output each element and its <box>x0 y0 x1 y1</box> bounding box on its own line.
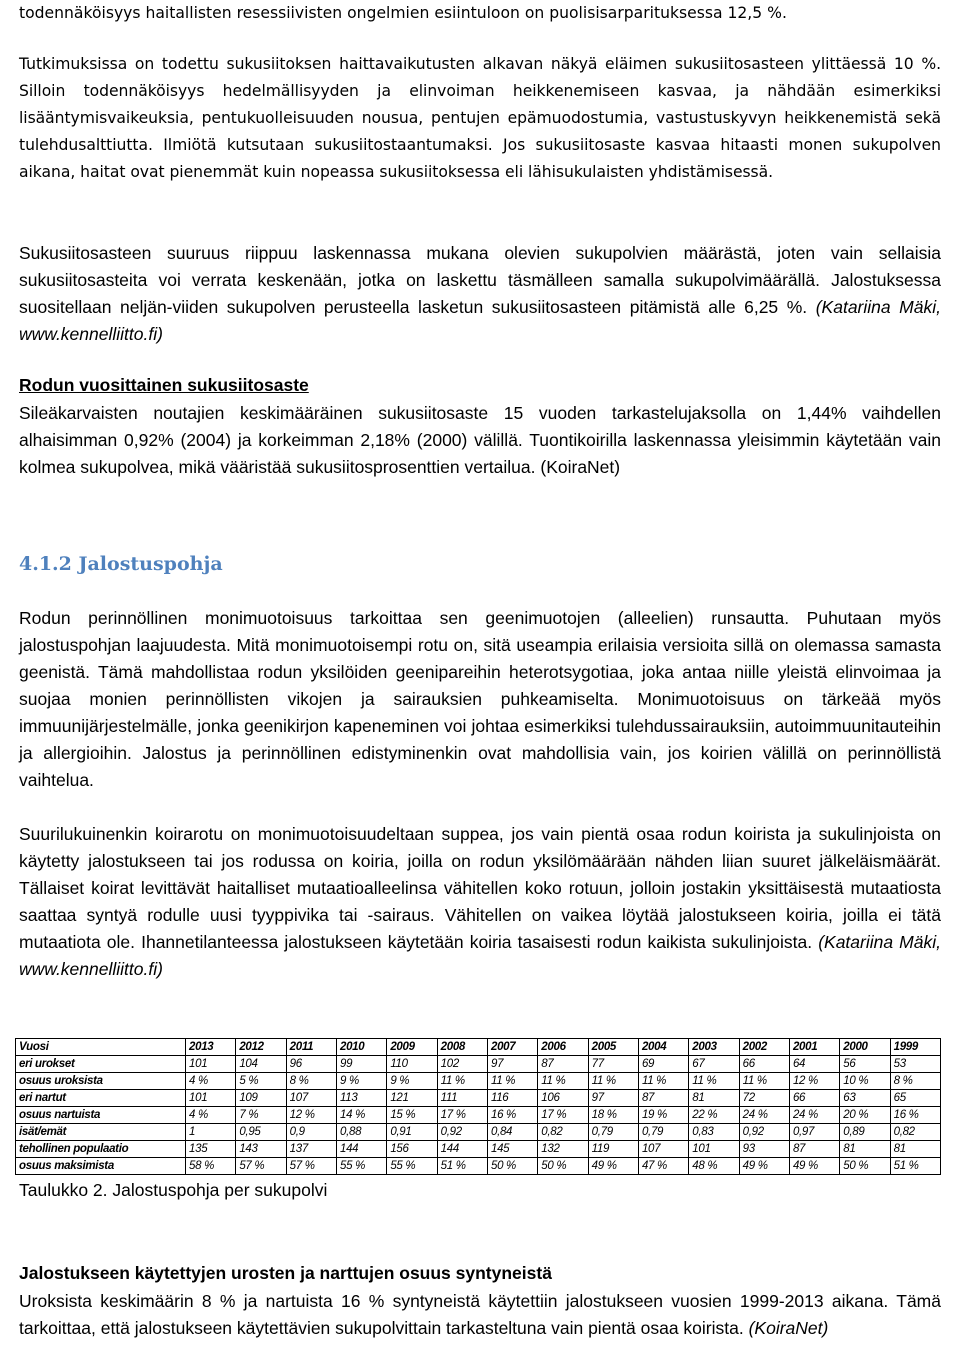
table-cell: 97 <box>588 1090 638 1107</box>
table-cell: 81 <box>890 1141 940 1158</box>
table-cell: 56 <box>840 1056 890 1073</box>
table-cell: 55 % <box>387 1158 437 1175</box>
table-cell: 57 % <box>286 1158 336 1175</box>
paragraph-text: Sukusiitosasteen suuruus riippuu laskennassa mukana olevien sukupolvien määrästä, joten vain sellaisia sukusiitosasteita voi verrata keskenään, jotka on laskettu täsmälleen samalla sukupolvimäärällä. Jalostuksessa suositellaan neljän-viiden sukupolven perusteella lasketun sukusiitosasteen pitämistä alle 6,25 %. <box>19 243 941 317</box>
table-cell: 144 <box>336 1141 386 1158</box>
table-cell: 87 <box>789 1141 839 1158</box>
table-cell: 55 % <box>336 1158 386 1175</box>
row-label: eri urokset <box>16 1056 186 1073</box>
section-title: 4.1.2 Jalostuspohja <box>19 553 223 575</box>
table-cell: 24 % <box>789 1107 839 1124</box>
table-cell: 4 % <box>186 1073 236 1090</box>
table-cell: 109 <box>236 1090 286 1107</box>
table-cell: 24 % <box>739 1107 789 1124</box>
header-cell: 2003 <box>689 1039 739 1056</box>
citation: (Katariina Mäki, www.kennelliitto.fi) <box>19 932 941 979</box>
table-cell: 66 <box>789 1090 839 1107</box>
table-cell: 11 % <box>689 1073 739 1090</box>
table-cell: 17 % <box>437 1107 487 1124</box>
header-cell: Vuosi <box>16 1039 186 1056</box>
table-cell: 11 % <box>487 1073 537 1090</box>
table-cell: 0,92 <box>739 1124 789 1141</box>
table-cell: 9 % <box>336 1073 386 1090</box>
table-cell: 0,89 <box>840 1124 890 1141</box>
row-label: osuus maksimista <box>16 1158 186 1175</box>
table-cell: 81 <box>689 1090 739 1107</box>
table-cell: 64 <box>789 1056 839 1073</box>
table-cell: 110 <box>387 1056 437 1073</box>
table-cell: 102 <box>437 1056 487 1073</box>
table-cell: 145 <box>487 1141 537 1158</box>
table-cell: 49 % <box>588 1158 638 1175</box>
table-cell: 4 % <box>186 1107 236 1124</box>
header-cell: 1999 <box>890 1039 940 1056</box>
table-cell: 53 <box>890 1056 940 1073</box>
table-cell: 9 % <box>387 1073 437 1090</box>
table-cell: 11 % <box>638 1073 688 1090</box>
table-cell: 19 % <box>638 1107 688 1124</box>
table-cell: 143 <box>236 1141 286 1158</box>
table-cell: 0,9 <box>286 1124 336 1141</box>
table-cell: 101 <box>689 1141 739 1158</box>
citation: (KoiraNet) <box>748 1318 829 1338</box>
subheading-breeding-share: Jalostukseen käytettyjen urosten ja narttujen osuus syntyneistä <box>19 1263 552 1283</box>
table-cell: 67 <box>689 1056 739 1073</box>
row-label: eri nartut <box>16 1090 186 1107</box>
header-cell: 2007 <box>487 1039 537 1056</box>
table-cell: 49 % <box>739 1158 789 1175</box>
table-cell: 17 % <box>538 1107 588 1124</box>
table-cell: 8 % <box>286 1073 336 1090</box>
table-cell: 0,91 <box>387 1124 437 1141</box>
table-row <box>16 1056 941 1073</box>
table-cell: 0,82 <box>890 1124 940 1141</box>
table-row <box>16 1073 941 1090</box>
table-cell: 0,84 <box>487 1124 537 1141</box>
table-cell: 5 % <box>236 1073 286 1090</box>
table-cell: 50 % <box>487 1158 537 1175</box>
paragraph-text: Uroksista keskimäärin 8 % ja nartuista 16 % syntyneistä käytettiin jalostukseen vuosien 1999-2013 aikana. Tämä tarkoittaa, että jalostukseen käytettävien sukupolvittain tarkasteltuna vain pientä osaa koirista. <box>19 1291 941 1338</box>
table-cell: 107 <box>286 1090 336 1107</box>
table-cell: 132 <box>538 1141 588 1158</box>
table-cell: 11 % <box>538 1073 588 1090</box>
table-cell: 11 % <box>739 1073 789 1090</box>
paragraph-genetic-diversity: Rodun perinnöllinen monimuotoisuus tarkoittaa sen geenimuotojen (alleelien) runsautta. Puhutaan myös jalostuspohjan laajuudesta. Mitä monimuotoisempi rotu on, sitä useampia erilaisia versioita sillä on olemassa samasta geenistä. Tämä mahdollistaa rodun yksilöiden geenipareihin heterotsygotiaa, joka antaa niille yleistä elinvoimaa ja suojaa monien perinnöllisten vikojen ja sairauksien puhkeamiselta. Monimuotoisuus on tärkeää myös immuunijärjestelmälle, jonka geenikirjon kapeneminen voi johtaa esimerkiksi tulehdussairauksiin, autoimmuunitauteihin ja allergioihin. Jalostus ja perinnöllinen edistyminenkin ovat mahdollisia vain, jos koirien välillä on perinnöllistä vaihtelua. <box>19 608 941 790</box>
table-cell: 18 % <box>588 1107 638 1124</box>
table-caption: Taulukko 2. Jalostuspohja per sukupolvi <box>19 1180 328 1200</box>
table-cell: 50 % <box>538 1158 588 1175</box>
breeding-base-table <box>15 1038 941 1175</box>
table-cell: 57 % <box>236 1158 286 1175</box>
table-cell: 51 % <box>890 1158 940 1175</box>
table-cell: 0,79 <box>588 1124 638 1141</box>
row-label: osuus uroksista <box>16 1073 186 1090</box>
table-cell: 49 % <box>789 1158 839 1175</box>
header-cell: 2012 <box>236 1039 286 1056</box>
table-cell: 81 <box>840 1141 890 1158</box>
table-cell: 87 <box>638 1090 688 1107</box>
header-cell: 2009 <box>387 1039 437 1056</box>
table-cell: 50 % <box>840 1158 890 1175</box>
table-cell: 16 % <box>890 1107 940 1124</box>
paragraph-yearly-inbreeding: Sileäkarvaisten noutajien keskimääräinen sukusiitosaste 15 vuoden tarkastelujaksolla on 1,44% vaihdellen alhaisimman 0,92% (2004) ja korkeimman 2,18% (2000) välillä. Tuontikoirilla laskennassa yleisimmin käytetään vain kolmea sukupolvea, mikä vääristää sukusiitosprosenttien vertailua. (KoiraNet) <box>19 403 941 477</box>
table-cell: 156 <box>387 1141 437 1158</box>
table-cell: 8 % <box>890 1073 940 1090</box>
table-cell: 0,95 <box>236 1124 286 1141</box>
table-row <box>16 1107 941 1124</box>
table-cell: 99 <box>336 1056 386 1073</box>
citation: (Katariina Mäki, www.kennelliitto.fi) <box>19 297 941 344</box>
paragraph-popular-sires <box>19 821 941 983</box>
table-cell: 0,82 <box>538 1124 588 1141</box>
table-cell: 144 <box>437 1141 487 1158</box>
header-cell: 2008 <box>437 1039 487 1056</box>
table-cell: 1 <box>186 1124 236 1141</box>
subheading-yearly-inbreeding: Rodun vuosittainen sukusiitosaste <box>19 375 309 395</box>
table-cell: 51 % <box>437 1158 487 1175</box>
table-row <box>16 1124 941 1141</box>
table-cell: 47 % <box>638 1158 688 1175</box>
table-cell: 106 <box>538 1090 588 1107</box>
table-row <box>16 1141 941 1158</box>
header-cell: 2000 <box>840 1039 890 1056</box>
table-cell: 113 <box>336 1090 386 1107</box>
table-cell: 20 % <box>840 1107 890 1124</box>
table-cell: 69 <box>638 1056 688 1073</box>
table-cell: 22 % <box>689 1107 739 1124</box>
table-cell: 0,97 <box>789 1124 839 1141</box>
row-label: tehollinen populaatio <box>16 1141 186 1158</box>
table-cell: 15 % <box>387 1107 437 1124</box>
paragraph-inbreeding-calculation <box>19 240 941 348</box>
table-cell: 63 <box>840 1090 890 1107</box>
table-cell: 116 <box>487 1090 537 1107</box>
table-cell: 107 <box>638 1141 688 1158</box>
table-cell: 111 <box>437 1090 487 1107</box>
row-label: isät/emät <box>16 1124 186 1141</box>
table-cell: 101 <box>186 1056 236 1073</box>
header-cell: 2001 <box>789 1039 839 1056</box>
header-cell: 2010 <box>336 1039 386 1056</box>
table-cell: 11 % <box>437 1073 487 1090</box>
table-cell: 119 <box>588 1141 638 1158</box>
table-cell: 0,79 <box>638 1124 688 1141</box>
table-cell: 97 <box>487 1056 537 1073</box>
table-cell: 58 % <box>186 1158 236 1175</box>
header-cell: 2005 <box>588 1039 638 1056</box>
table-cell: 135 <box>186 1141 236 1158</box>
table-cell: 14 % <box>336 1107 386 1124</box>
table-cell: 12 % <box>286 1107 336 1124</box>
table-row <box>16 1090 941 1107</box>
table-cell: 101 <box>186 1090 236 1107</box>
table-cell: 7 % <box>236 1107 286 1124</box>
table-cell: 0,83 <box>689 1124 739 1141</box>
header-cell: 2006 <box>538 1039 588 1056</box>
table-cell: 12 % <box>789 1073 839 1090</box>
table-cell: 0,92 <box>437 1124 487 1141</box>
table-cell: 16 % <box>487 1107 537 1124</box>
table-cell: 65 <box>890 1090 940 1107</box>
table-cell: 48 % <box>689 1158 739 1175</box>
table-cell: 10 % <box>840 1073 890 1090</box>
table-row <box>16 1158 941 1175</box>
table-cell: 66 <box>739 1056 789 1073</box>
table-cell: 104 <box>236 1056 286 1073</box>
paragraph-inbreeding-effects: Tutkimuksissa on todettu sukusiitoksen haittavaikutusten alkavan näkyä eläimen sukusiitosasteen ylittäessä 10 %. Silloin todennäköisyys hedelmällisyyden ja elinvoiman heikkenemiseen kasvaa, ja nähdään esimerkiksi lisääntymisvaikeuksia, pentukuolleisuuden nousua, pentujen epämuodostumia, vastustuskyvyn heikkenemistä sekä tulehdusalttiutta. Ilmiötä kutsutaan sukusiitostaantumaksi. Jos sukusiitosaste kasvaa hitaasti monen sukupolven aikana, haitat ovat pienemmät kuin nopeassa sukusiitoksessa eli lähisukulaisten yhdistämisessä. <box>19 55 941 181</box>
paragraph-text: Suurilukuinenkin koirarotu on monimuotoisuudeltaan suppea, jos vain pientä osaa rodun koirista ja sukulinjoista on käytetty jalostukseen tai jos rodussa on koiria, joilla on rodun yksilömäärään nähden liian suuret jälkeläismäärät. Tällaiset koirat levittävät haitalliset mutaatioalleelinsa vähitellen koko rotuun, jolloin jostakin yksittäisestä mutaatiosta saattaa syntyä rodulle uusi tyyppivika tai -sairaus. Vähitellen on vaikea löytää jalostukseen koiria, joilla ei tätä mutaatiota ole. Ihannetilanteessa jalostukseen käytetään koiria tasaisesti rodun kaikista sukulinjoista. <box>19 824 941 952</box>
table-cell: 77 <box>588 1056 638 1073</box>
table-cell: 93 <box>739 1141 789 1158</box>
header-cell: 2011 <box>286 1039 336 1056</box>
paragraph-breeding-share <box>19 1288 941 1342</box>
table-cell: 121 <box>387 1090 437 1107</box>
header-cell: 2013 <box>186 1039 236 1056</box>
table-cell: 87 <box>538 1056 588 1073</box>
table-cell: 72 <box>739 1090 789 1107</box>
table-header-row <box>16 1039 941 1056</box>
header-cell: 2002 <box>739 1039 789 1056</box>
table-cell: 11 % <box>588 1073 638 1090</box>
row-label: osuus nartuista <box>16 1107 186 1124</box>
table-cell: 137 <box>286 1141 336 1158</box>
table-cell: 96 <box>286 1056 336 1073</box>
header-cell: 2004 <box>638 1039 688 1056</box>
paragraph-continuation: todennäköisyys haitallisten resessiivisten ongelmien esiintuloon on puolisisarparituksessa 12,5 %. <box>19 4 787 22</box>
table-cell: 0,88 <box>336 1124 386 1141</box>
